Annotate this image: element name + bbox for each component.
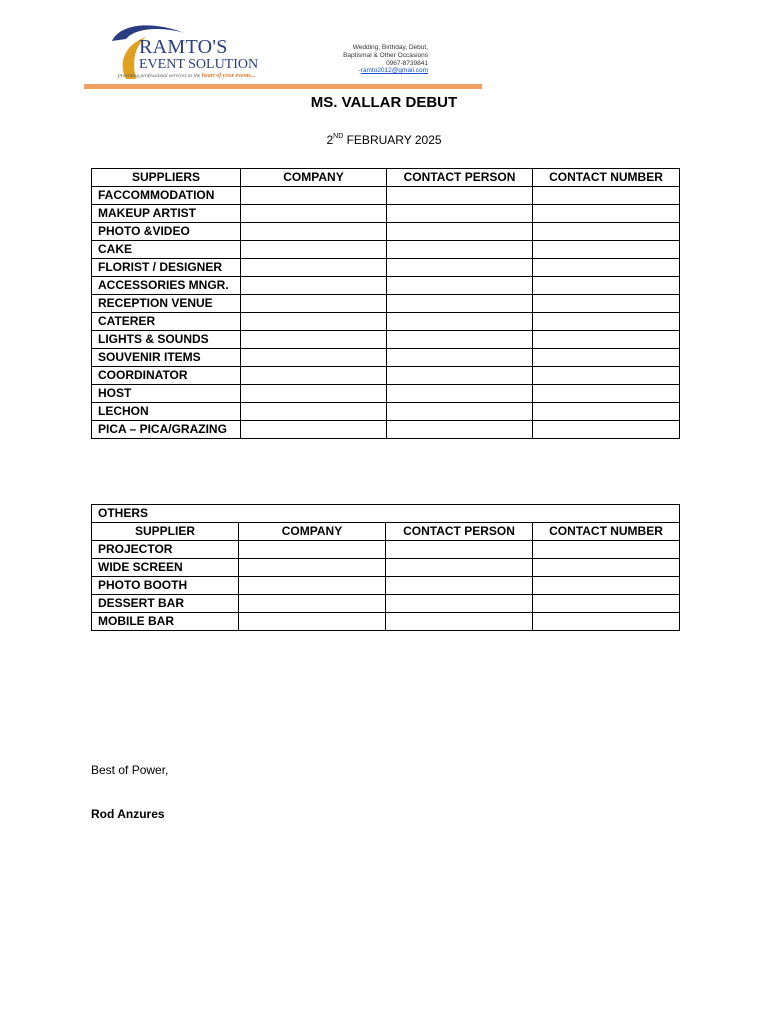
company-cell[interactable]	[239, 577, 386, 595]
letterhead-contact: Wedding, Birthday, Debut, Baptismal & Other Occasions 0967-8739841 -ramto2012@gmail.com	[343, 44, 428, 75]
contact-phone: 0967-8739841	[386, 59, 428, 67]
company-cell[interactable]	[239, 559, 386, 577]
table-row	[92, 421, 680, 439]
contact-person-cell[interactable]	[387, 385, 533, 403]
contact-number-cell[interactable]	[533, 259, 680, 277]
date-suffix: ND	[333, 133, 344, 140]
brand-name: RAMTO'S	[139, 36, 228, 58]
table-row	[92, 385, 680, 403]
header-company: COMPANY	[241, 169, 387, 187]
contact-person-cell[interactable]	[387, 331, 533, 349]
header-suppliers: SUPPLIERS	[92, 169, 241, 187]
contact-number-cell[interactable]	[533, 187, 680, 205]
supplier-cell: FACCOMMODATION	[92, 187, 241, 205]
header-supplier: SUPPLIER	[92, 523, 239, 541]
contact-person-cell[interactable]	[386, 541, 533, 559]
contact-person-cell[interactable]	[386, 577, 533, 595]
contact-person-cell[interactable]	[386, 613, 533, 631]
others-section-row	[92, 505, 680, 523]
supplier-cell: LECHON	[92, 403, 241, 421]
contact-person-cell[interactable]	[387, 259, 533, 277]
contact-number-cell[interactable]	[533, 595, 680, 613]
document-title: MS. VALLAR DEBUT	[310, 94, 458, 111]
supplier-cell: SOUVENIR ITEMS	[92, 349, 241, 367]
contact-number-cell[interactable]	[533, 205, 680, 223]
company-cell[interactable]	[239, 541, 386, 559]
contact-number-cell[interactable]	[533, 295, 680, 313]
company-cell[interactable]	[241, 367, 387, 385]
table-row	[92, 295, 680, 313]
table-row	[92, 205, 680, 223]
contact-person-cell[interactable]	[386, 595, 533, 613]
table-row	[92, 313, 680, 331]
supplier-cell: PHOTO BOOTH	[92, 577, 239, 595]
others-section-label: OTHERS	[92, 505, 680, 523]
contact-person-cell[interactable]	[387, 295, 533, 313]
company-cell[interactable]	[241, 349, 387, 367]
contact-number-cell[interactable]	[533, 331, 680, 349]
table-row	[92, 223, 680, 241]
company-cell[interactable]	[241, 223, 387, 241]
company-cell[interactable]	[241, 205, 387, 223]
table-row	[92, 187, 680, 205]
contact-person-cell[interactable]	[387, 223, 533, 241]
table-row	[92, 259, 680, 277]
document-date	[0, 132, 768, 148]
table-row	[92, 241, 680, 259]
contact-number-cell[interactable]	[533, 403, 680, 421]
company-cell[interactable]	[241, 385, 387, 403]
supplier-cell: CAKE	[92, 241, 241, 259]
contact-email-link[interactable]: ramto2012@gmail.com	[360, 67, 428, 75]
company-cell[interactable]	[239, 595, 386, 613]
supplier-cell: COORDINATOR	[92, 367, 241, 385]
table-row	[92, 613, 680, 631]
contact-number-cell[interactable]	[533, 559, 680, 577]
table-row	[92, 577, 680, 595]
contact-number-cell[interactable]	[533, 613, 680, 631]
supplier-cell: HOST	[92, 385, 241, 403]
table-header-row	[92, 169, 680, 187]
company-cell[interactable]	[241, 403, 387, 421]
tagline-text: providing professional services to the	[118, 73, 201, 79]
contact-number-cell[interactable]	[533, 367, 680, 385]
company-cell[interactable]	[241, 187, 387, 205]
contact-number-cell[interactable]	[533, 241, 680, 259]
supplier-cell: MAKEUP ARTIST	[92, 205, 241, 223]
contact-person-cell[interactable]	[387, 241, 533, 259]
contact-person-cell[interactable]	[387, 277, 533, 295]
supplier-cell: CATERER	[92, 313, 241, 331]
brand-subtitle: EVENT SOLUTION	[139, 57, 259, 72]
supplier-cell: LIGHTS & SOUNDS	[92, 331, 241, 349]
company-cell[interactable]	[241, 277, 387, 295]
table-row	[92, 403, 680, 421]
supplier-cell: PICA – PICA/GRAZING	[92, 421, 241, 439]
others-table	[91, 504, 680, 631]
company-cell[interactable]	[239, 613, 386, 631]
contact-services-line1: Wedding, Birthday, Debut,	[352, 44, 428, 51]
contact-number-cell[interactable]	[533, 421, 680, 439]
company-cell[interactable]	[241, 259, 387, 277]
contact-number-cell[interactable]	[533, 577, 680, 595]
letterhead-divider	[84, 84, 482, 89]
contact-person-cell[interactable]	[387, 349, 533, 367]
supplier-cell: MOBILE BAR	[92, 613, 239, 631]
supplier-cell: FLORIST / DESIGNER	[92, 259, 241, 277]
table-row	[92, 559, 680, 577]
contact-person-cell[interactable]	[387, 403, 533, 421]
contact-number-cell[interactable]	[533, 541, 680, 559]
company-cell[interactable]	[241, 331, 387, 349]
signer-name: Rod Anzures	[91, 807, 165, 821]
contact-number-cell[interactable]	[533, 349, 680, 367]
closing-salutation: Best of Power,	[91, 763, 169, 777]
company-cell[interactable]	[241, 313, 387, 331]
table-row	[92, 349, 680, 367]
table-row	[92, 541, 680, 559]
contact-number-cell[interactable]	[533, 313, 680, 331]
contact-number-cell[interactable]	[533, 385, 680, 403]
contact-person-cell[interactable]	[387, 421, 533, 439]
table-row	[92, 595, 680, 613]
table-row	[92, 277, 680, 295]
contact-person-cell[interactable]	[387, 367, 533, 385]
header-contact-person: CONTACT PERSON	[386, 523, 533, 541]
supplier-cell: DESSERT BAR	[92, 595, 239, 613]
company-cell[interactable]	[241, 295, 387, 313]
tagline-highlight: heart of your events...	[201, 73, 256, 79]
contact-person-cell[interactable]	[387, 205, 533, 223]
supplier-cell: ACCESSORIES MNGR.	[92, 277, 241, 295]
header-company: COMPANY	[239, 523, 386, 541]
suppliers-table	[91, 168, 680, 439]
header-contact-number: CONTACT NUMBER	[533, 169, 680, 187]
company-cell[interactable]	[241, 421, 387, 439]
date-day: 2	[326, 133, 334, 147]
header-contact-person: CONTACT PERSON	[387, 169, 533, 187]
supplier-cell: WIDE SCREEN	[92, 559, 239, 577]
table-row	[92, 331, 680, 349]
contact-person-cell[interactable]	[387, 187, 533, 205]
table-row	[92, 367, 680, 385]
contact-number-cell[interactable]	[533, 223, 680, 241]
contact-number-cell[interactable]	[533, 277, 680, 295]
brand-tagline	[118, 73, 255, 80]
header-contact-number: CONTACT NUMBER	[533, 523, 680, 541]
letterhead	[84, 15, 482, 91]
contact-person-cell[interactable]	[387, 313, 533, 331]
company-cell[interactable]	[241, 241, 387, 259]
date-month-year: FEBRUARY 2025	[343, 133, 442, 147]
supplier-cell: PROJECTOR	[92, 541, 239, 559]
supplier-cell: RECEPTION VENUE	[92, 295, 241, 313]
contact-services-line2: Baptismal & Other Occasions	[343, 51, 428, 59]
contact-person-cell[interactable]	[386, 559, 533, 577]
table-header-row	[92, 523, 680, 541]
supplier-cell: PHOTO &VIDEO	[92, 223, 241, 241]
